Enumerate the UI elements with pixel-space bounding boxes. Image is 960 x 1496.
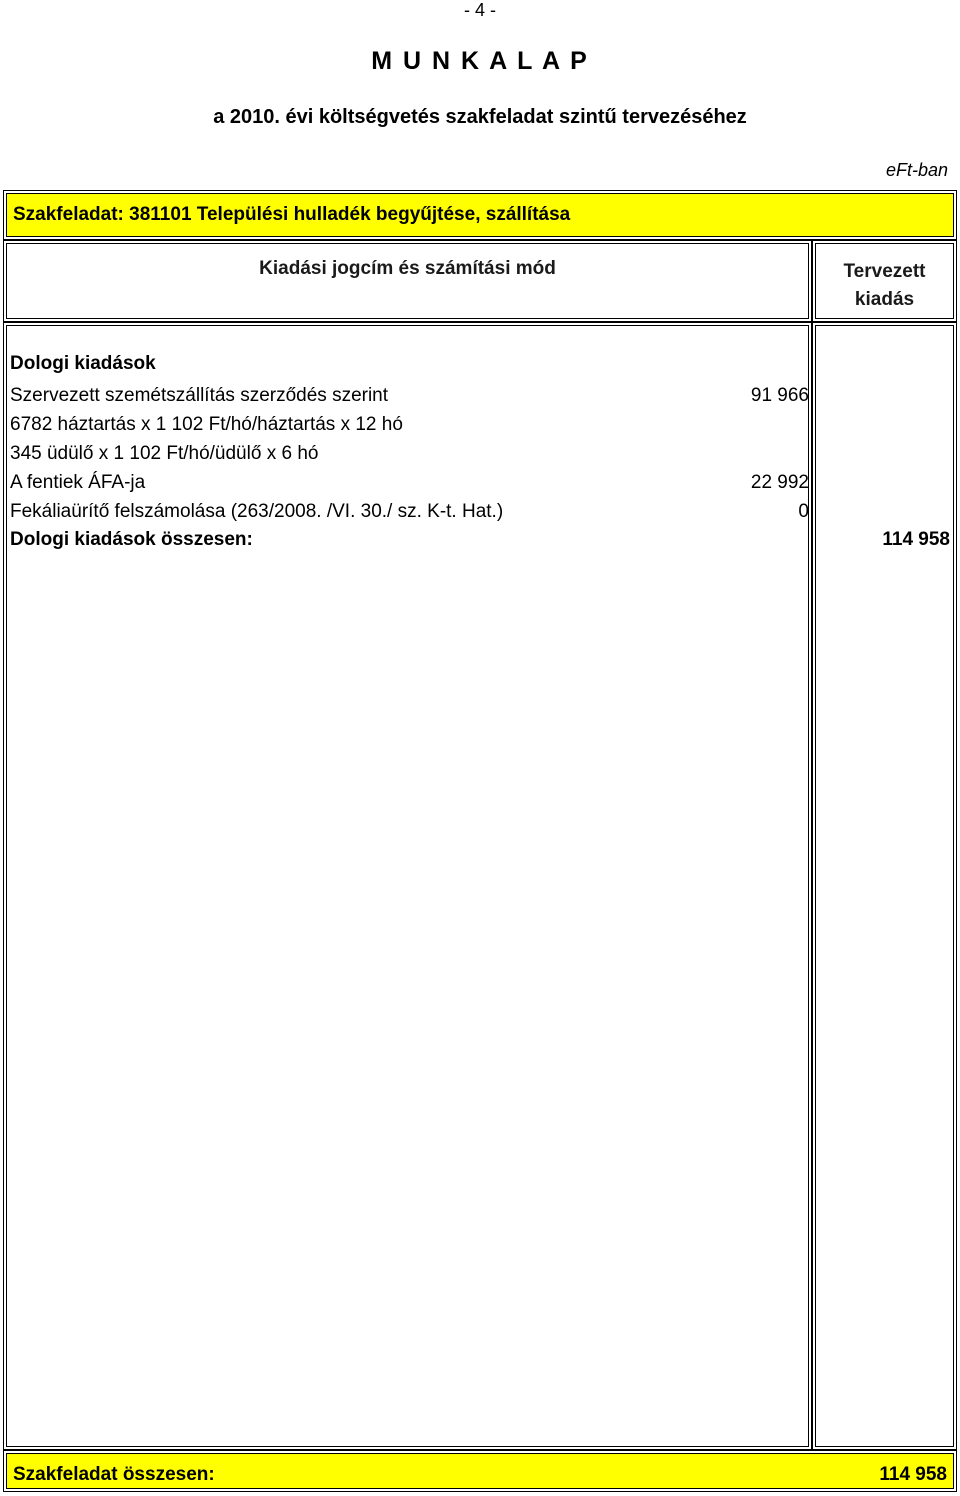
section-total-label: Dologi kiadások összesen:	[10, 529, 253, 550]
row-label: 345 üdülő x 1 102 Ft/hó/üdülő x 6 hó	[10, 443, 319, 464]
szakfeladat-total-amount: 114 958	[879, 1464, 947, 1485]
row-amount: 91 966	[750, 385, 809, 406]
column-header-description-text: Kiadási jogcím és számítási mód	[6, 243, 809, 319]
page-number: - 4 -	[463, 0, 496, 20]
row-label: 6782 háztartás x 1 102 Ft/hó/háztartás x 12 hó	[10, 414, 403, 435]
row-amount: 0	[798, 501, 809, 522]
column-header-amount-line1: Tervezett	[843, 261, 926, 282]
row-amount: 22 992	[750, 472, 809, 493]
row-label: A fentiek ÁFA-ja	[10, 472, 146, 493]
page-title: M U N K A L A P	[371, 47, 589, 75]
row-label: Fekáliaürítő felszámolása (263/2008. /VI. 30./ sz. K-t. Hat.)	[10, 501, 504, 522]
column-header-description	[3, 240, 812, 322]
body-amount-column	[812, 322, 957, 1450]
row-label: Szervezett szemétszállítás szerződés szerint	[10, 385, 389, 406]
szakfeladat-total	[3, 1450, 957, 1492]
page-subtitle: a 2010. évi költségvetés szakfeladat szintű tervezéséhez	[213, 106, 747, 128]
szakfeladat-header	[3, 190, 957, 240]
section-total-amount: 114 958	[882, 529, 950, 550]
section-title: Dologi kiadások	[10, 353, 156, 374]
unit-label: eFt-ban	[885, 160, 948, 180]
column-header-amount	[812, 240, 957, 322]
szakfeladat-total-label: Szakfeladat összesen:	[13, 1464, 215, 1485]
szakfeladat-header-text: Szakfeladat: 381101 Települési hulladék begyűjtése, szállítása	[6, 193, 954, 237]
column-header-amount-line2: kiadás	[854, 289, 915, 310]
